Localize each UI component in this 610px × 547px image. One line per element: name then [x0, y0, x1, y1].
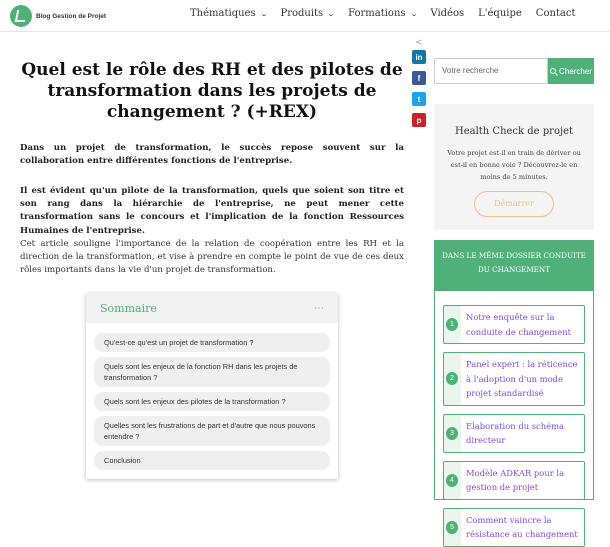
- linkedin-share-button[interactable]: [412, 50, 426, 64]
- health-check-text: Votre projet est-il en train de dériver ou est-il en bonne voie ? Découvrez-le en moins de 5 minutes.: [447, 149, 581, 181]
- dossier-item[interactable]: [443, 352, 585, 406]
- facebook-icon: f: [417, 73, 421, 83]
- nav-item-equipe[interactable]: [478, 8, 522, 19]
- logo-text: Blog Gestion de Projet: [36, 12, 107, 20]
- logo-check-icon: [10, 5, 32, 27]
- dossier-link[interactable]: Comment vaincre la résistance au changement: [461, 509, 584, 546]
- toc-header[interactable]: [86, 293, 338, 323]
- dossier-list: [435, 291, 593, 547]
- toc-link[interactable]: Conclusion: [94, 451, 330, 470]
- nav-label: Thématiques: [190, 8, 256, 19]
- site-logo[interactable]: [10, 5, 106, 27]
- dossier-link[interactable]: Modèle ADKAR pour la gestion de projet: [461, 462, 584, 499]
- number-badge: 2: [446, 372, 458, 385]
- dossier-link[interactable]: Panel expert : la réticence à l'adoption d'un mode projet standardisé: [461, 353, 584, 405]
- nav-label: Vidéos: [430, 8, 465, 19]
- dossier-number: [444, 509, 458, 546]
- linkedin-icon: in: [415, 52, 423, 62]
- toc-link[interactable]: Quels sont les enjeux des pilotes de la transformation ?: [94, 392, 330, 411]
- dossier-item[interactable]: [443, 414, 585, 453]
- nav-label: Contact: [535, 8, 576, 19]
- number-badge: 3: [446, 427, 458, 440]
- chevron-down-icon: ⌄: [327, 9, 336, 18]
- nav-item-contact[interactable]: [536, 8, 576, 19]
- dossier-item[interactable]: [443, 508, 585, 547]
- search-button-label: Chercher: [559, 66, 592, 76]
- article-title: Quel est le rôle des RH et des pilotes de transformation dans les projets de changement ? (+REX): [21, 60, 403, 122]
- dossier-number: [444, 462, 458, 499]
- search-button[interactable]: [548, 58, 594, 84]
- toc-title: Sommaire: [100, 301, 157, 315]
- article-paragraph: Cet article souligne l'importance de la relation de coopération entre les RH et la direction de la transformation, et vise à prendre en compte le point de vue de ces deux rôles importants dans la vie d'un projet de transformation.: [20, 239, 404, 276]
- number-badge: 5: [446, 521, 458, 534]
- site-header: [0, 0, 610, 32]
- dossier-number: [444, 415, 458, 452]
- share-bar: [412, 38, 426, 134]
- nav-item-produits[interactable]: [280, 8, 334, 19]
- chevron-down-icon: ⌄: [259, 9, 268, 18]
- twitter-icon: t: [417, 94, 421, 104]
- nav-label: Produits: [280, 8, 324, 19]
- dossier-number: [444, 353, 458, 405]
- start-button[interactable]: Démarrer: [474, 191, 554, 217]
- dossier-item[interactable]: [443, 461, 585, 500]
- dossier-item[interactable]: [443, 305, 585, 344]
- number-badge: 1: [446, 318, 458, 331]
- search-form: [434, 58, 594, 84]
- article-intro: Dans un projet de transformation, le succès repose souvent sur la collaboration entre différentes fonctions de l'entreprise.: [20, 143, 404, 167]
- search-input[interactable]: Votre recherche: [434, 58, 548, 84]
- toc-link[interactable]: Quels sont les enjeux de la fonction RH dans les projets de transformation ?: [94, 357, 330, 387]
- health-check-widget: [434, 104, 594, 230]
- twitter-share-button[interactable]: [412, 92, 426, 106]
- toc-toggle-icon[interactable]: ⋯: [314, 302, 324, 314]
- toc-link[interactable]: Quelles sont les frustrations de part et d'autre que nous pouvons entendre ?: [94, 416, 330, 446]
- related-dossier-widget: [434, 240, 594, 539]
- main-nav: [190, 8, 590, 19]
- nav-item-thematiques[interactable]: [190, 8, 266, 19]
- nav-label: Formations: [348, 8, 406, 19]
- table-of-contents: [86, 293, 338, 479]
- search-icon: [550, 68, 556, 74]
- dossier-number: [444, 306, 458, 343]
- dossier-title: DANS LE MÊME DOSSIER CONDUITE DU CHANGEMENT: [435, 241, 593, 291]
- nav-item-videos[interactable]: [430, 8, 464, 19]
- nav-label: L'équipe: [478, 8, 522, 19]
- nav-item-formations[interactable]: [348, 8, 416, 19]
- chevron-down-icon: ⌄: [409, 9, 418, 18]
- facebook-share-button[interactable]: [412, 71, 426, 85]
- dossier-link[interactable]: Elaboration du schéma directeur: [461, 415, 584, 452]
- article-paragraph: Il est évident qu'un pilote de la transformation, quels que soient son titre et son rang dans la hiérarchie de l'entreprise, ne peut mener cette transformation sans le concours et l'implication de la fonction Ressources Humaines de l'entreprise.: [20, 186, 404, 236]
- share-icon: <: [415, 38, 423, 48]
- toc-list: [86, 323, 338, 470]
- pinterest-icon: p: [416, 115, 422, 125]
- number-badge: 4: [446, 474, 458, 487]
- toc-link[interactable]: Qu'est-ce qu'est un projet de transformation ?: [94, 333, 330, 352]
- pinterest-share-button[interactable]: [412, 113, 426, 127]
- dossier-link[interactable]: Notre enquête sur la conduite de changement: [461, 306, 584, 343]
- health-check-title: Health Check de projet: [454, 126, 574, 137]
